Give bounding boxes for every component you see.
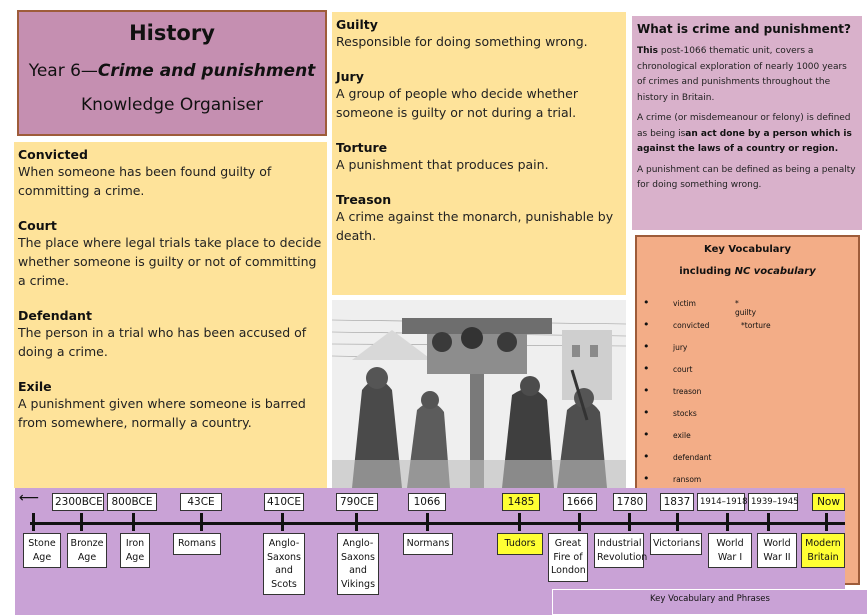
definition-term: Jury	[336, 69, 364, 84]
vocab-word: jury	[673, 343, 688, 352]
timeline-period: World War II	[757, 533, 797, 568]
definition-text: The person in a trial who has been accused of doing a crime.	[18, 325, 307, 359]
vocab-word: ransom	[673, 475, 702, 484]
timeline-date: 1914–1918	[697, 493, 745, 511]
bullet-icon: •	[643, 384, 650, 397]
timeline-tick	[200, 513, 203, 531]
timeline-date: 1939–1945	[748, 493, 798, 511]
key-vocabulary-sub-em: NC vocabulary	[734, 266, 816, 277]
vocab-word: convicted	[673, 321, 710, 330]
timeline-date: 2300BCE	[52, 493, 104, 511]
definition-text: A group of people who decide whether someone is guilty or not during a trial.	[336, 86, 578, 120]
timeline-tick	[80, 513, 83, 531]
definitions-left-panel	[14, 142, 327, 488]
definition	[18, 147, 323, 200]
definition	[18, 218, 323, 290]
definitions-middle-panel	[332, 12, 626, 295]
what-is-paragraph-3: A punishment can be defined as being a penalty for doing something wrong.	[637, 164, 856, 190]
vocab-word: stocks	[673, 409, 697, 418]
arrow-left-icon: ⟵	[19, 490, 40, 506]
timeline-tick	[578, 513, 581, 531]
timeline-period: Iron Age	[120, 533, 150, 568]
definition	[336, 140, 622, 174]
timeline-period: World War I	[708, 533, 752, 568]
timeline-tick	[825, 513, 828, 531]
timeline-tick	[726, 513, 729, 531]
what-is-p2-text: A crime (or misdemeanour or felony) is defined as being is	[637, 113, 851, 139]
pillory-illustration	[332, 300, 626, 488]
bullet-icon: •	[643, 406, 650, 419]
vocab-word: *torture	[741, 321, 771, 330]
what-is-paragraph-2	[637, 111, 857, 158]
bullet-icon: •	[643, 340, 650, 353]
what-is-p2-bold: an act done by a person which is against the laws of a country or region.	[637, 128, 852, 154]
bullet-icon: •	[643, 318, 650, 331]
title-box	[17, 10, 327, 136]
definition-text: The place where legal trials take place to decide whether someone is guilty or not of committing a crime.	[18, 235, 322, 288]
definition-term: Treason	[336, 192, 392, 207]
bullet-icon: •	[643, 362, 650, 375]
definition-term: Guilty	[336, 17, 378, 32]
vocab-word: victim	[673, 299, 696, 308]
timeline-tick	[426, 513, 429, 531]
definition-text: A punishment that produces pain.	[336, 157, 549, 172]
timeline-period: Industrial Revolution	[594, 533, 644, 568]
bullet-icon: •	[643, 472, 650, 485]
definition-text: Responsible for doing something wrong.	[336, 34, 588, 49]
timeline-period: Romans	[173, 533, 221, 555]
timeline-date: 1066	[408, 493, 446, 511]
bullet-icon: •	[643, 428, 650, 441]
pillory-engraving-image	[332, 300, 626, 488]
definition-term: Court	[18, 218, 57, 233]
title-year: Year 6—	[28, 61, 98, 81]
key-vocabulary-subheading	[643, 266, 852, 277]
title-subject: History	[129, 21, 215, 45]
timeline-period: Normans	[403, 533, 453, 555]
key-vocabulary-phrases-label: Key Vocabulary and Phrases	[552, 589, 868, 615]
definition-term: Torture	[336, 140, 388, 155]
timeline-period: Anglo-Saxons and Vikings	[337, 533, 379, 595]
key-vocabulary-sub-text: including	[679, 266, 735, 277]
timeline-date-highlighted: 1485	[502, 493, 540, 511]
timeline-date: 1837	[660, 493, 694, 511]
timeline-tick	[132, 513, 135, 531]
definition-text: When someone has been found guilty of committing a crime.	[18, 164, 272, 198]
key-vocabulary-heading: Key Vocabulary	[704, 244, 791, 255]
timeline-tick	[355, 513, 358, 531]
title-year-topic	[19, 61, 325, 81]
timeline-axis	[30, 522, 845, 525]
vocab-word: * guilty	[735, 299, 757, 317]
timeline-date: 800BCE	[107, 493, 157, 511]
bullet-icon: •	[643, 296, 650, 309]
definition	[18, 379, 323, 432]
title-topic: Crime and punishment	[97, 61, 316, 81]
timeline-period: Bronze Age	[67, 533, 107, 568]
definition	[336, 192, 622, 245]
timeline-period: Victorians	[650, 533, 702, 555]
timeline-period: Anglo-Saxons and Scots	[263, 533, 305, 595]
timeline-date: 410CE	[264, 493, 304, 511]
definition	[336, 17, 622, 51]
definition-text: A punishment given where someone is barred from somewhere, normally a country.	[18, 396, 306, 430]
vocab-word: exile	[673, 431, 691, 440]
vocab-word: treason	[673, 387, 702, 396]
definition	[336, 69, 622, 122]
timeline-tick	[676, 513, 679, 531]
timeline-date: 43CE	[180, 493, 222, 511]
what-is-paragraph-1	[637, 44, 857, 106]
what-is-p1-bold: This	[637, 46, 658, 56]
definition	[18, 308, 323, 361]
what-is-p1-text: post-1066 thematic unit, covers a chronological exploration of nearly 1000 years of crimes and punishments throughout the history in Britain.	[637, 46, 847, 103]
title-subtitle: Knowledge Organiser	[81, 95, 263, 115]
timeline-date-highlighted: Now	[812, 493, 845, 511]
timeline-period: Great Fire of London	[548, 533, 588, 582]
vocab-word: court	[673, 365, 693, 374]
vocab-word: defendant	[673, 453, 712, 462]
definition-term: Exile	[18, 379, 52, 394]
definition-term: Convicted	[18, 147, 88, 162]
definition-term: Defendant	[18, 308, 92, 323]
what-is-heading: What is crime and punishment?	[637, 22, 851, 36]
what-is-crime-panel	[632, 16, 862, 230]
timeline-period-highlighted: Modern Britain	[801, 533, 845, 568]
timeline-date: 790CE	[336, 493, 378, 511]
timeline-period-highlighted: Tudors	[497, 533, 543, 555]
timeline-date: 1666	[563, 493, 597, 511]
timeline-tick	[518, 513, 521, 531]
timeline-date: 1780	[613, 493, 647, 511]
timeline-tick	[767, 513, 770, 531]
definition-text: A crime against the monarch, punishable by death.	[336, 209, 614, 243]
bullet-icon: •	[643, 450, 650, 463]
timeline-tick	[32, 513, 35, 531]
timeline-period: Stone Age	[23, 533, 61, 568]
timeline-tick	[281, 513, 284, 531]
timeline-tick	[628, 513, 631, 531]
